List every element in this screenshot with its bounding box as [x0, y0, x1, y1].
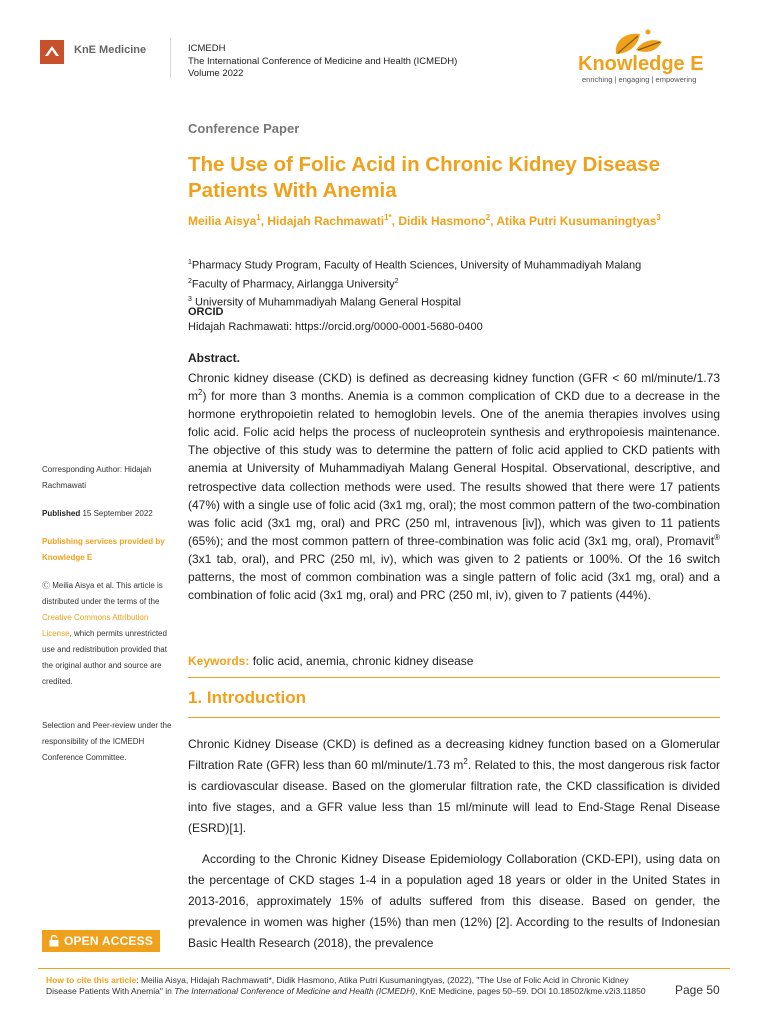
section-rule-bottom: [188, 717, 720, 718]
affiliation-sup: 2: [188, 277, 192, 285]
affiliation-list: [188, 255, 641, 311]
page-title: The Use of Folic Acid in Chronic Kidney Disease Patients With Anemia: [188, 153, 660, 202]
author-name: Atika Putri Kusumaningtyas: [496, 214, 657, 228]
section-heading-introduction: 1. Introduction: [188, 688, 307, 707]
peer-review-note: Selection and Peer-review under the responsibility of the ICMEDH Conference Committee.: [42, 721, 172, 762]
publisher-name: KnE Medicine: [74, 44, 147, 56]
orcid-link[interactable]: Hidajah Rachmawati: https://orcid.org/0000-0001-5680-0400: [188, 321, 483, 333]
cite-text: , KnE Medicine, pages 50–59. DOI 10.18502/kme.v2i3.11850: [415, 986, 646, 996]
open-access-badge: [42, 930, 160, 952]
affiliation-text: Pharmacy Study Program, Faculty of Health Sciences, University of Muhammadiyah Malang: [191, 259, 642, 272]
author-name: Meilia Aisya: [188, 214, 257, 228]
leaf-icon: [616, 30, 662, 55]
volume: Volume 2022: [188, 68, 244, 79]
brand-tagline: enriching | engaging | empowering: [582, 75, 697, 84]
author-sep: ,: [391, 214, 399, 228]
author-list: [188, 210, 720, 229]
publishing-services: Publishing services provided by Knowledge E: [42, 537, 165, 562]
keywords-text: folic acid, anemia, chronic kidney disease: [249, 654, 474, 668]
body-paragraph: [188, 734, 720, 839]
orcid-heading: ORCID: [188, 306, 224, 318]
body-paragraph: According to the Chronic Kidney Disease Epidemiology Collaboration (CKD-EPI), using data on the percentage of CKD stages 1-4 in a population aged 18 years or older in the United States in 2013-2016, approximately 15% of adults suffered from this disease. Based on gender, the prevalence in women was higher (15%) than men (12%) [2]. According to the results of Indonesian Basic Health Research (2018), the prevalence: [188, 852, 720, 950]
kne-medicine-logo-icon: [40, 40, 64, 64]
cite-text: : Meilia Aisya, Hidajah Rachmawati*, Didik Hasmono, Atika Putri Kusumaningtyas, (2022), "The Use of Folic Acid in Chronic Kidney Disease Patients With Anemia" in: [46, 975, 629, 996]
citation: [46, 975, 661, 997]
affiliation: [188, 274, 641, 293]
affiliation: [188, 292, 641, 311]
paragraph-part: . Related to this, the most dangerous risk factor is cardiovascular disease. Based on the glomerular filtration rate, the CKD classification is divided into five stages, and a GFR value less than 15 ml/minute will lead to End-Stage Renal Disease (ESRD)[1].: [188, 757, 720, 835]
author-name: Hidajah Rachmawati: [267, 214, 385, 228]
abstract-part: (3x1 tab, oral), and PRC (250 ml, iv), which was given to 2 patients or 100%. Of the 16 switch patterns, the most of common combination was a single pattern of folic acid (3x1 mg, oral) and a combination of folic acid (3x1 mg, oral) and PRC (250 ml, iv), given to 7 patients (44%).: [188, 551, 720, 603]
page-number: Page 50: [675, 983, 720, 997]
abstract-sup: 2: [198, 388, 203, 398]
author-affil-sup: 2: [485, 213, 491, 222]
affiliation-sup: 1: [188, 259, 192, 266]
conference-info: [188, 43, 457, 81]
header-divider: [170, 38, 171, 78]
copyright-notice: [42, 578, 178, 690]
license-link[interactable]: Creative Commons Attribution License: [42, 613, 149, 638]
author-affil-sup: 1: [256, 213, 261, 222]
published-value: 15 September 2022: [80, 509, 153, 518]
section-rule-top: [188, 677, 720, 678]
keywords: [188, 654, 473, 668]
open-access-label: OPEN ACCESS: [63, 934, 154, 948]
paragraph-sup: 2: [463, 756, 468, 766]
affiliation-trail-sup: 2: [394, 277, 399, 285]
keywords-label: Keywords:: [188, 654, 250, 668]
affiliation-sup: 3: [188, 296, 192, 304]
affiliation-text: University of Muhammadiyah Malang General Hospital: [191, 296, 461, 309]
registered-mark: ®: [714, 532, 720, 542]
abstract-text: [188, 369, 720, 604]
brand-name: Knowledge E: [578, 53, 704, 75]
footer-rule: [38, 968, 730, 969]
abstract-part: Chronic kidney disease (CKD) is defined as decreasing kidney function (GFR < 60 ml/minute/1.73 m: [188, 371, 720, 404]
cite-label: How to cite this article: [46, 975, 137, 985]
affiliation: [188, 255, 641, 274]
knowledge-e-logo: [578, 26, 728, 86]
author-sep: ,: [260, 214, 268, 228]
published-label: Published: [42, 509, 81, 518]
affiliation-text: Faculty of Pharmacy, Airlangga University: [191, 278, 395, 291]
copyright-text: , which permits unrestricted use and redistribution provided that the original author and source are credited.: [42, 629, 167, 686]
abstract-part: ) for more than 3 months. Anemia is a common complication of CKD due to a decrease in the hormone erythropoietin related to hemoglobin levels. One of the anemia therapies involves using folic acid. Folic acid helps the process of nucleoprotein synthesis and erythropoiesis maintenance. The objective of this study was to determine the pattern of folic acid applied to CKD patients with anemia at University of Muhammadiyah Malang General Hospital. Observational, descriptive, and retrospective data collection methods were used. The results showed that there were 17 patients (47%) with a single use of folic acid (3x1 mg, oral); the most common pattern of the two-combination was folic acid (3x1 mg, oral) and PRC (250 ml, intravenous [iv]), which was given to 11 patients (65%); and the most common pattern of three-combination was folic acid (3x1 mg, oral), Promavit: [188, 389, 720, 548]
published-date: [42, 506, 178, 522]
author-affil-sup: 1*: [384, 213, 392, 222]
author-affil-sup: 3: [656, 213, 661, 222]
copyright-text: Ⓒ Meilia Aisya et al. This article is distributed under the terms of the: [42, 581, 163, 606]
conference-full-name: The International Conference of Medicine and Health (ICMEDH): [188, 55, 458, 67]
paper-type: Conference Paper: [188, 121, 300, 136]
conference-acronym: ICMEDH: [188, 43, 226, 54]
paragraph-part: Chronic Kidney Disease (CKD) is defined as a decreasing kidney function based on a Glomerular Filtration Rate (GFR) less than 60 ml/minute/1.73 m: [188, 737, 720, 772]
abstract-heading: Abstract.: [188, 351, 241, 365]
corresponding-author: Corresponding Author: Hidajah Rachmawati: [42, 465, 152, 490]
cite-conference: The International Conference of Medicine and Health (ICMEDH): [174, 986, 416, 996]
unlock-icon: [49, 935, 59, 947]
author-sep: ,: [490, 214, 497, 228]
author-name: Didik Hasmono: [398, 214, 486, 228]
